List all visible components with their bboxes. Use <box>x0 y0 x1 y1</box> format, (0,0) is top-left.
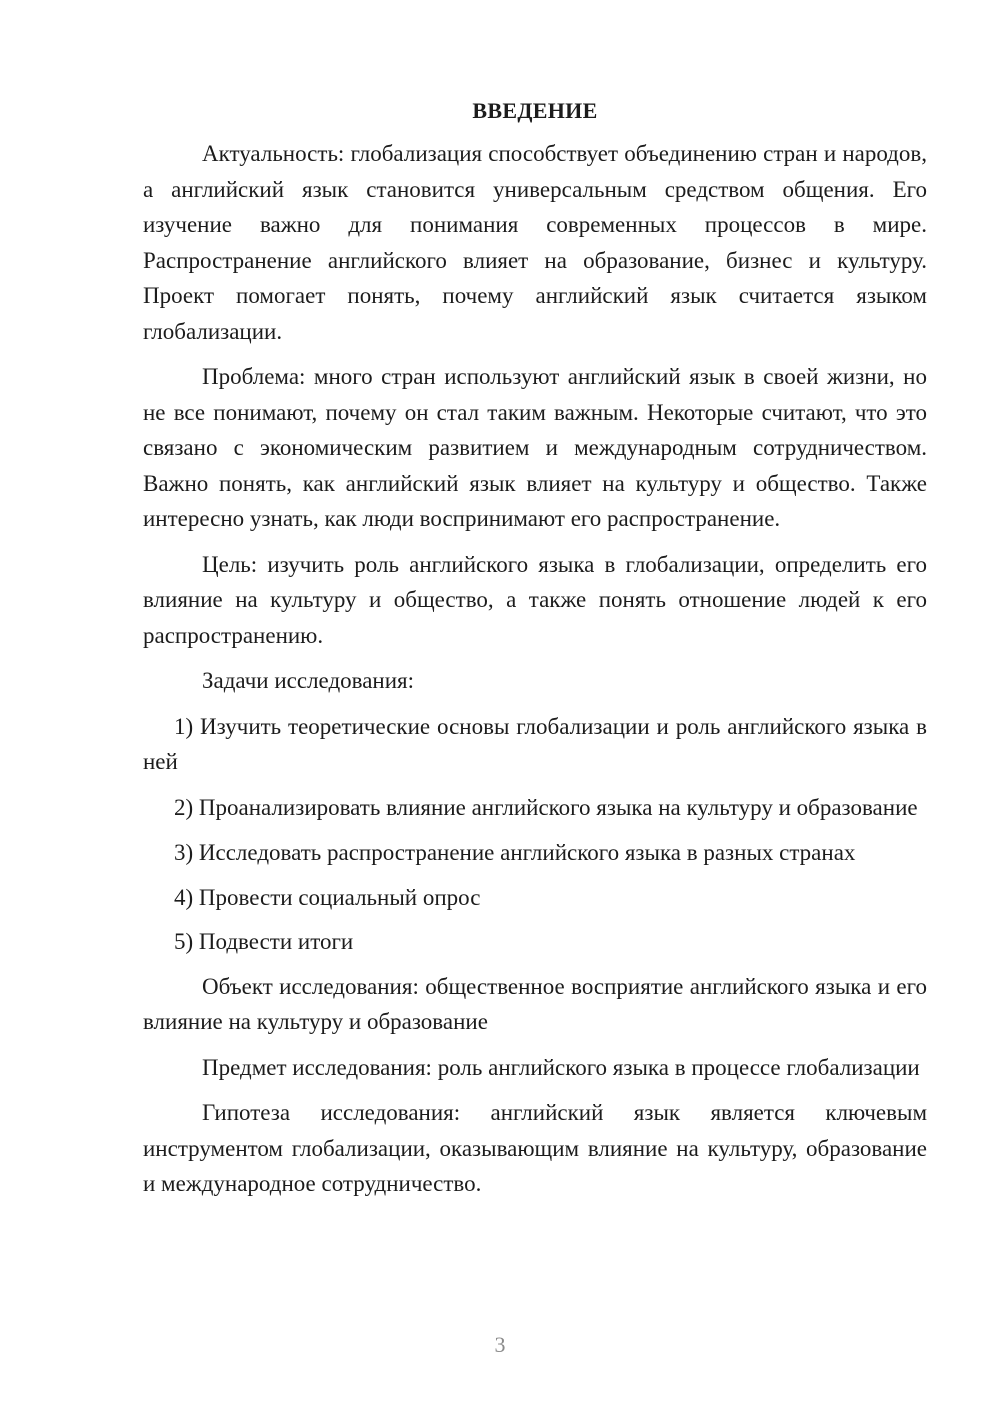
problem-paragraph: Проблема: много стран используют английский язык в своей жизни, но не все понимают, почему он стал таким важным. Некоторые считают, что это связано с экономическим развитием и международным сотрудничеством. Важно понять, как английский язык влияет на культуру и общество. Также интересно узнать, как люди воспринимают его распространение. <box>143 364 927 531</box>
task-item-5: 5) Подвести итоги <box>174 929 354 954</box>
task-item-3: 3) Исследовать распространение английского языка в разных странах <box>174 840 856 865</box>
tasks-heading: Задачи исследования: <box>202 668 415 693</box>
page-number: 3 <box>494 1332 506 1357</box>
task-item-2: 2) Проанализировать влияние английского языка на культуру и образование <box>174 794 918 820</box>
page-content <box>143 96 927 1212</box>
relevance-paragraph: Актуальность: глобализация способствует объединению стран и народов, а английский язык становится универсальным средством общения. Его изучение важно для понимания современных процессов в мире. Распространение английского влияет на образование, бизнес и культуру. Проект помогает понять, почему английский язык считается языком глобализации. <box>143 141 927 344</box>
task-item-1: 1) Изучить теоретические основы глобализации и роль английского языка в ней <box>143 713 927 774</box>
page-title: ВВЕДЕНИЕ <box>472 98 598 123</box>
subject-paragraph: Предмет исследования: роль английского языка в процессе глобализации <box>202 1054 920 1080</box>
hypothesis-paragraph: Гипотеза исследования: английский язык является ключевым инструментом глобализации, оказывающим влияние на культуру, образование и международное сотрудничество. <box>143 1100 927 1196</box>
goal-paragraph: Цель: изучить роль английского языка в глобализации, определить его влияние на культуру и общество, а также понять отношение людей к его распространению. <box>143 551 927 648</box>
task-item-4: 4) Провести социальный опрос <box>174 884 481 910</box>
object-paragraph: Объект исследования: общественное восприятие английского языка и его влияние на культуру и образование <box>143 973 927 1034</box>
